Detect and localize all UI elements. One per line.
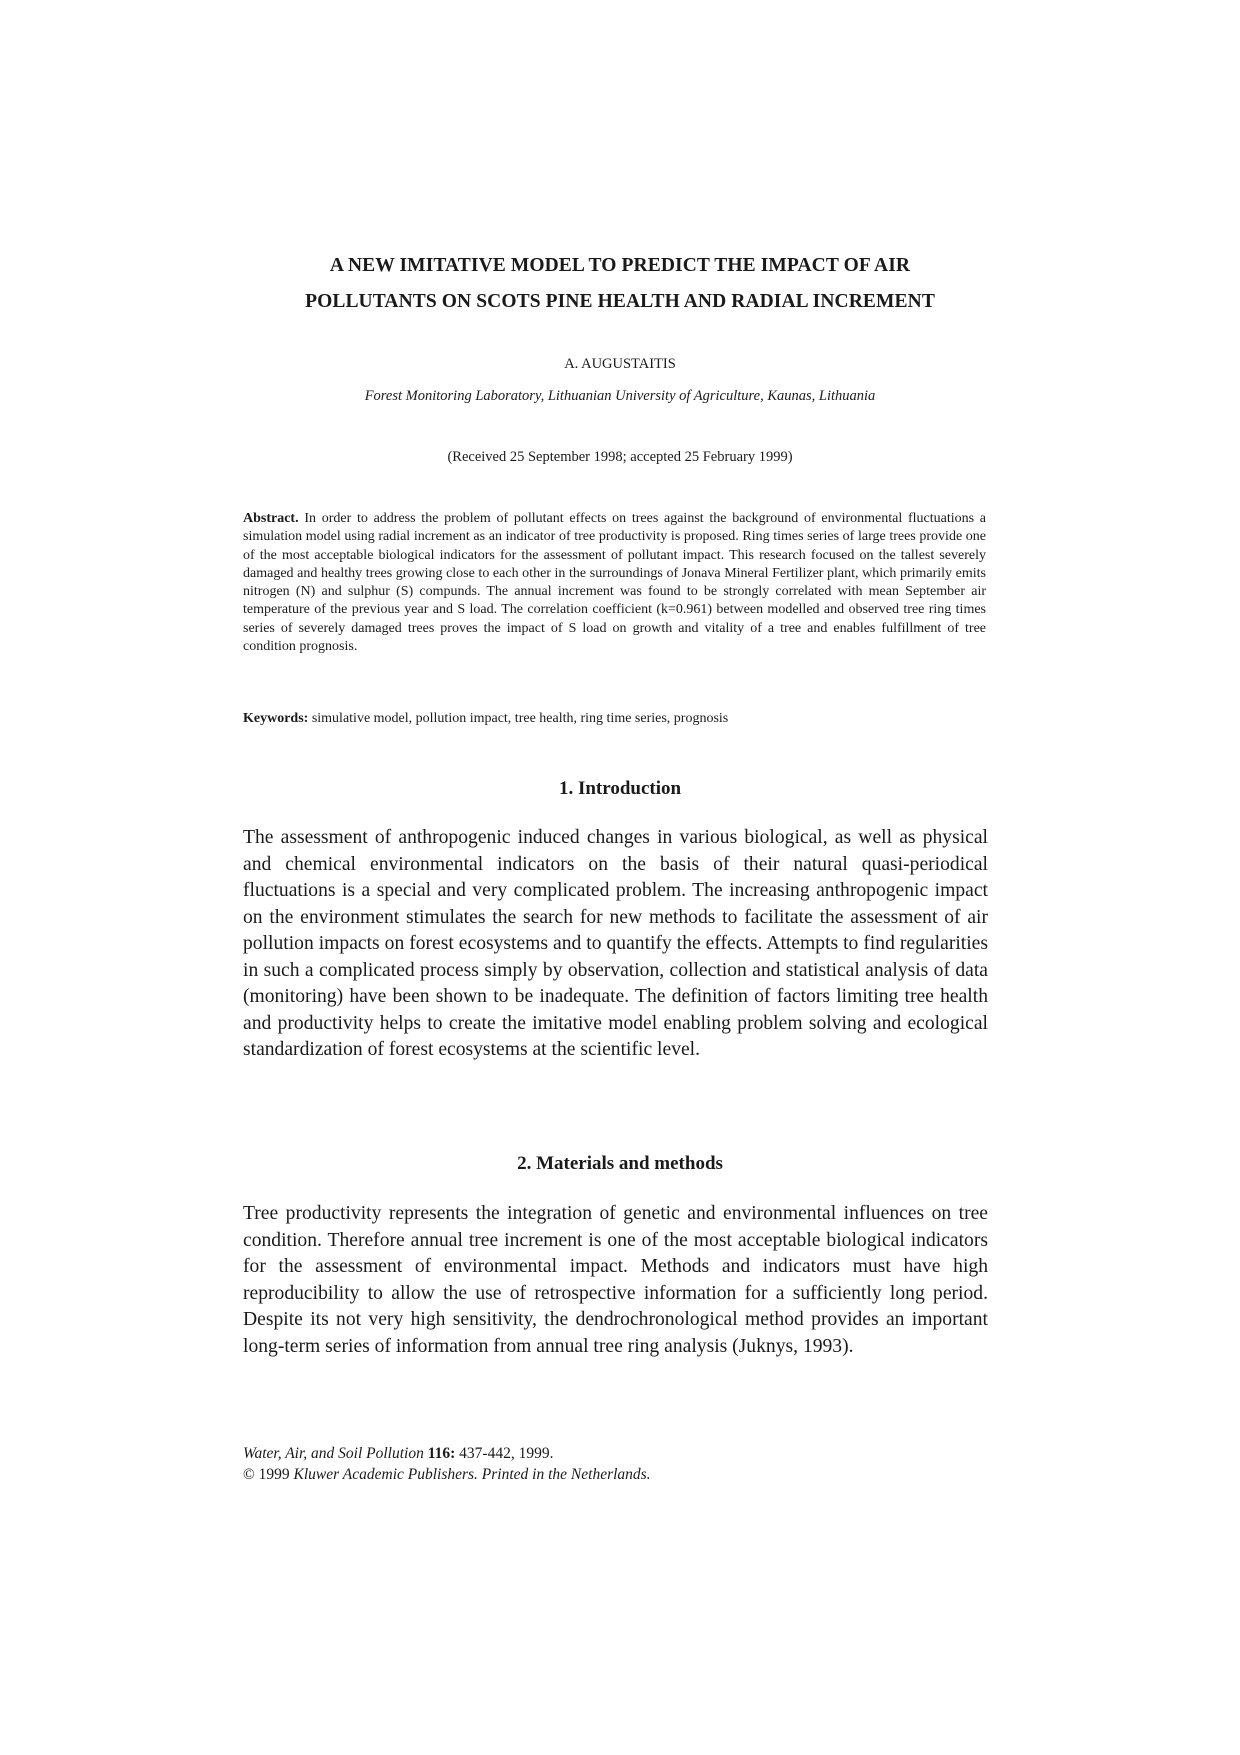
received-dates: (Received 25 September 1998; accepted 25 February 1999) [447,449,793,465]
introduction-paragraph: The assessment of anthropogenic induced changes in various biological, as well as physical and chemical environmental indicators on the basis of their natural quasi-periodical fluctuations is a special and very complicated problem. The increasing anthropogenic impact on the environment stimulates the search for new methods to facilitate the assessment of air pollution impacts on forest ecosystems and to quantify the effects. Attempts to find regularities in such a complicated process simply by observation, collection and statistical analysis of data (monitoring) have been shown to be inadequate. The definition of factors limiting tree health and productivity helps to create the imitative model enabling problem solving and ecological standardization of forest ecosystems at the scientific level. [243,827,988,1060]
author-affiliation: Forest Monitoring Laboratory, Lithuanian University of Agriculture, Kaunas, Lithuania [364,388,876,404]
section-heading-introduction: 1. Introduction [558,778,682,799]
abstract [243,510,986,656]
journal-volume: 116: [427,1445,456,1462]
keywords-label: Keywords: [243,711,309,726]
journal-name: Water, Air, and Soil Pollution [243,1445,424,1462]
journal-pages: 437-442, 1999. [459,1445,554,1462]
journal-citation [243,1443,988,1464]
title-line-1: A NEW IMITATIVE MODEL TO PREDICT THE IMPACT OF AIR [329,255,911,276]
keywords [243,711,986,727]
author-name: A. AUGUSTAITIS [564,356,676,372]
journal-footer [243,1443,988,1485]
publisher-name: Kluwer Academic Publishers. Printed in the Netherlands. [293,1466,651,1483]
abstract-text: In order to address the problem of pollutant effects on trees against the background of environmental fluctuations a simulation model using radial increment as an indicator of tree productivity is proposed. Ring times series of large trees provide one of the most acceptable biological indicators for the assessment of pollutant impact. This research focused on the tallest severely damaged and healthy trees growing close to each other in the surroundings of Jonava Mineral Fertilizer plant, which primarily emits nitrogen (N) and sulphur (S) compunds. The annual increment was found to be strongly correlated with mean September air temperature of the previous year and S load. The correlation coefficient (k=0.961) between modelled and observed tree ring times series of severely damaged trees proves the impact of S load on growth and vitality of a tree and enables fulfillment of tree condition prognosis. [243,511,987,655]
materials-methods-paragraph: Tree productivity represents the integration of genetic and environmental influences on tree condition. Therefore annual tree increment is one of the most acceptable biological indicators for the assessment of environmental impact. Methods and indicators must have high reproducibility to allow the use of retrospective information for a sufficiently long period. Despite its not very high sensitivity, the dendrochronological method provides an important long-term series of information from annual tree ring analysis (Juknys, 1993). [243,1203,988,1357]
paper-title [200,248,1040,320]
section-heading-materials-methods: 2. Materials and methods [517,1153,723,1174]
keywords-text: simulative model, pollution impact, tree health, ring time series, prognosis [311,711,729,726]
abstract-label: Abstract. [243,511,299,526]
title-line-2: POLLUTANTS ON SCOTS PINE HEALTH AND RADIAL INCREMENT [305,291,935,312]
copyright-line [243,1464,988,1485]
copyright-symbol: © 1999 [243,1466,290,1483]
